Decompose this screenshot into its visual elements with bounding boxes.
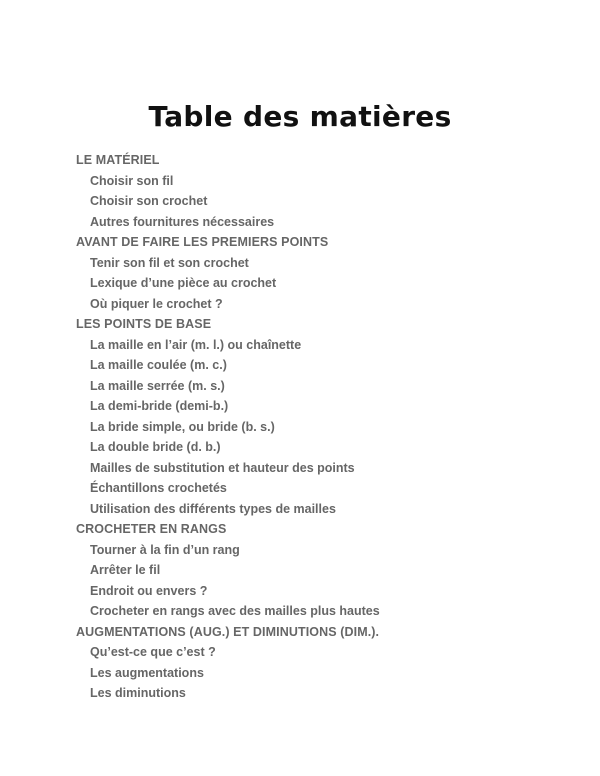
toc-entry-link[interactable]: Les augmentations: [90, 665, 204, 680]
toc-entry-link[interactable]: La double bride (d. b.): [90, 440, 221, 454]
toc-entry-link[interactable]: Choisir son fil: [90, 173, 174, 188]
toc-section-heading: AVANT DE FAIRE LES PREMIERS POINTS: [76, 235, 329, 249]
toc-entry-link[interactable]: La bride simple, ou bride (b. s.): [90, 419, 275, 434]
toc-entry-link[interactable]: La demi-bride (demi-b.): [90, 399, 229, 413]
toc-entry-link[interactable]: Les diminutions: [90, 686, 186, 700]
toc-entry-link[interactable]: Utilisation des différents types de mailles: [90, 501, 336, 516]
toc-section-heading: LES POINTS DE BASE: [76, 317, 212, 331]
toc-entry-link[interactable]: Tourner à la fin d’un rang: [90, 542, 240, 557]
toc-entry-link[interactable]: La maille serrée (m. s.): [90, 378, 225, 393]
toc-entry-link[interactable]: Autres fournitures nécessaires: [90, 214, 275, 229]
toc-section-heading: CROCHETER EN RANGS: [76, 522, 227, 536]
toc-section-heading: LE MATÉRIEL: [76, 153, 160, 167]
toc-entry-link[interactable]: Choisir son crochet: [90, 194, 208, 208]
toc-entry-link[interactable]: Arrêter le fil: [90, 563, 161, 577]
toc-entry-link[interactable]: Lexique d’une pièce au crochet: [90, 276, 277, 290]
toc-entry-link[interactable]: Qu’est-ce que c’est ?: [90, 645, 216, 659]
toc-entry-link[interactable]: Endroit ou envers ?: [90, 583, 208, 598]
toc-entry-link[interactable]: La maille en l’air (m. l.) ou chaînette: [90, 337, 302, 352]
toc-entry-link[interactable]: La maille coulée (m. c.): [90, 358, 227, 372]
toc-entry-link[interactable]: Mailles de substitution et hauteur des points: [90, 460, 355, 475]
toc-entry-link[interactable]: Tenir son fil et son crochet: [90, 255, 249, 270]
toc-entry-link[interactable]: Où piquer le crochet ?: [90, 296, 223, 311]
toc-entry-link[interactable]: Crocheter en rangs avec des mailles plus hautes: [90, 604, 380, 618]
toc-entry-link[interactable]: Échantillons crochetés: [90, 481, 227, 495]
toc-section-heading: AUGMENTATIONS (AUG.) ET DIMINUTIONS (DIM.).: [76, 624, 380, 639]
table-of-contents: [76, 150, 576, 704]
page-title: Table des matières: [148, 100, 452, 133]
